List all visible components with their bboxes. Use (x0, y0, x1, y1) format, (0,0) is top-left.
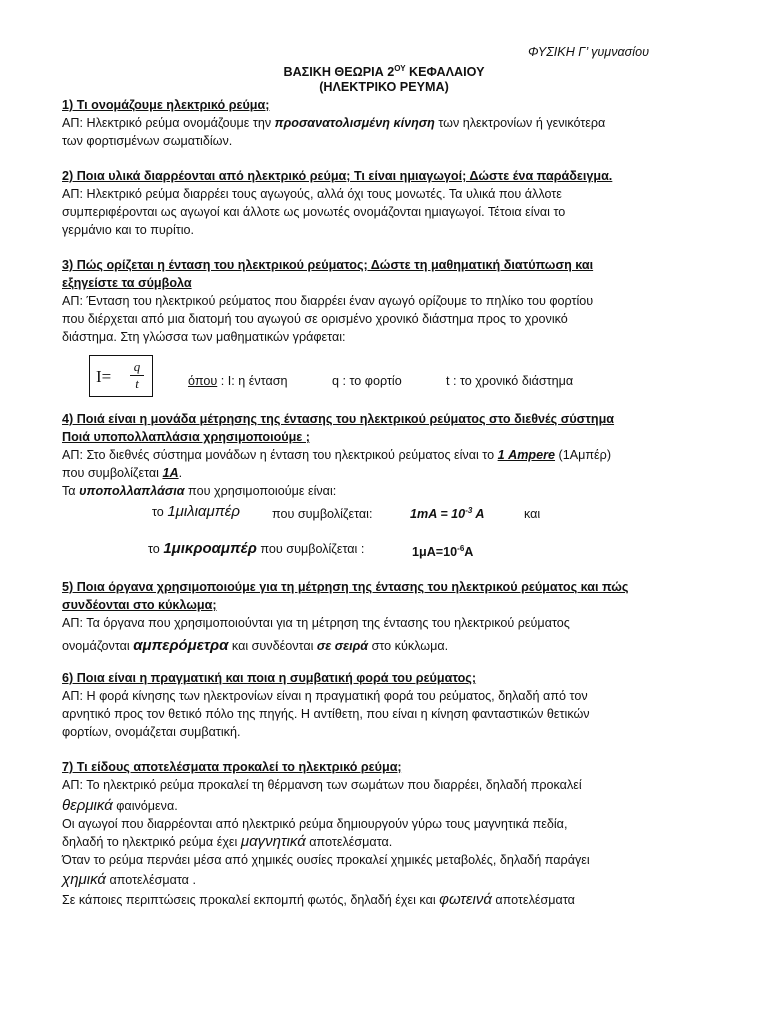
answer-3-line-2: που διέρχεται από μια διατομή του αγωγού σε ορισμένο χρονικό διάστημα προς το χρονικό (62, 312, 568, 326)
question-2-title: 2) Ποια υλικά διαρρέονται από ηλεκτρικό ρεύμα; Τι είναι ημιαγωγοί; Δώστε ένα παράδειγμα. (62, 169, 613, 183)
magnetic-emphasis: μαγνητικά (240, 833, 306, 850)
value: 1μA=10 (412, 545, 458, 560)
exponent: -3 (465, 506, 473, 515)
answer-text: Σε κάποιες περιπτώσεις προκαλεί εκπομπή φωτός, δηλαδή έχει και (62, 893, 440, 907)
luminous-emphasis: φωτεινά (439, 891, 492, 908)
answer-1-line-2: των φορτισμένων σωματιδίων. (62, 134, 233, 148)
unit: A (464, 545, 474, 560)
answer-2-line-1: ΑΠ: Ηλεκτρικό ρεύμα διαρρέει τους αγωγούς, αλλά όχι τους μονωτές. Τα υλικά που άλλοτε (62, 187, 562, 201)
and-text: και (524, 507, 541, 521)
question-7-title: 7) Τι είδους αποτελέσματα προκαλεί το ηλεκτρικό ρεύμα; (62, 760, 402, 774)
microampere-symbol-text: που συμβολίζεται : (256, 542, 365, 556)
chemical-emphasis: χημικά (62, 871, 106, 888)
microampere-name: 1μικροαμπέρ (163, 540, 257, 557)
answer-text: αποτελέσματα (491, 893, 575, 907)
value: 1mA = 10 (410, 507, 466, 522)
answer-text: . (178, 466, 183, 480)
answer-7-line-3: Οι αγωγοί που διαρρέονται από ηλεκτρικό ρεύμα δημιουργούν γύρω τους μαγνητικά πεδία, (62, 817, 568, 831)
answer-4-line-2 (62, 464, 712, 482)
answer-text: Τα (62, 484, 80, 498)
question-4 (62, 410, 712, 500)
milliampere-value (410, 502, 484, 523)
title-text-end: ΚΕΦΑΛΑΙΟΥ (405, 65, 485, 80)
question-5-title-line-1: 5) Ποια όργανα χρησιμοποιούμε για τη μέτρηση της έντασης του ηλεκτρικού ρεύματος και πώς (62, 580, 629, 594)
answer-text: και συνδέονται (228, 639, 317, 653)
answer-text: αποτελέσματα. (305, 835, 393, 849)
answer-7-line-4 (62, 833, 712, 851)
answer-emphasis: προσανατολισμένη κίνηση (274, 116, 435, 130)
answer-text: ΑΠ: Ηλεκτρικό ρεύμα ονομάζουμε την (62, 116, 275, 130)
answer-4-line-1 (62, 446, 712, 464)
question-7 (62, 758, 712, 909)
submultiples-emphasis: υποπολλαπλάσια (79, 484, 185, 498)
answer-6-line-3: φορτίων, ονομάζεται συμβατική. (62, 725, 241, 739)
question-3 (62, 256, 712, 346)
question-5 (62, 578, 712, 655)
subject-header: ΦΥΣΙΚΗ Γ’ γυμνασίου (528, 45, 650, 59)
question-3-title-line-1: 3) Πώς ορίζεται η ένταση του ηλεκτρικού ρεύματος; Δώστε τη μαθηματική διατύπωση και (62, 258, 594, 272)
question-1 (62, 96, 712, 150)
answer-text: των ηλεκτρονίων ή γενικότερα (434, 116, 606, 130)
question-2 (62, 167, 712, 239)
text: το (152, 505, 168, 519)
formula-numerator: q (133, 359, 141, 374)
question-5-title-line-2: συνδέονται στο κύκλωμα; (62, 598, 217, 612)
answer-7-line-5: Όταν το ρεύμα περνάει μέσα από χημικές ουσίες προκαλεί χημικές μεταβολές, δηλαδή παράγει (62, 853, 590, 867)
current-formula-box (89, 355, 153, 397)
answer-3-line-3: διάστημα. Στη γλώσσα των μαθηματικών γράφεται: (62, 330, 346, 344)
answer-7-line-1: ΑΠ: Το ηλεκτρικό ρεύμα προκαλεί τη θέρμανση των σωμάτων που διαρρέει, δηλαδή προκαλεί (62, 778, 582, 792)
page-subtitle: (ΗΛΕΚΤΡΙΚΟ ΡΕΥΜΑ) (319, 80, 449, 94)
answer-text: φαινόμενα. (112, 799, 178, 813)
answer-4-line-3 (62, 482, 712, 500)
ammeters-emphasis: αμπερόμετρα (133, 637, 229, 654)
unit-ampere: 1 Ampere (497, 448, 556, 462)
answer-6-line-2: αρνητικό προς τον θετικό πόλο της πηγής. Η αντίθετη, που είναι η κίνηση φανταστικών θετικών (62, 707, 590, 721)
unit-symbol: 1A (162, 466, 179, 480)
milliampere-name: 1μιλιαμπέρ (167, 503, 240, 520)
answer-text: που συμβολίζεται (62, 466, 163, 480)
where-label: όπου (188, 374, 218, 388)
answer-3-line-1: ΑΠ: Ένταση του ηλεκτρικού ρεύματος που διαρρέει έναν αγωγό ορίζουμε το πηλίκο του φορτίου (62, 294, 594, 308)
answer-text: στο κύκλωμα. (368, 639, 449, 653)
milliampere-label (152, 503, 240, 521)
thermal-emphasis: θερμικά (62, 797, 113, 814)
question-4-title-line-1: 4) Ποιά είναι η μονάδα μέτρησης της έντασης του ηλεκτρικού ρεύματος στο διεθνές σύστημα (62, 412, 615, 426)
title-superscript: ΟΥ (394, 64, 406, 73)
microampere-label (148, 540, 364, 558)
formula-legend-intensity (188, 372, 288, 390)
answer-2-line-2: συμπεριφέρονται ως αγωγοί και άλλοτε ως μονωτές ονομάζονται ημιαγωγοί. Τέτοια είναι το (62, 205, 566, 219)
answer-6-line-1: ΑΠ: Η φορά κίνησης των ηλεκτρονίων είναι η πραγματική φορά του ρεύματος, δηλαδή από τον (62, 689, 588, 703)
question-6-title: 6) Ποια είναι η πραγματική και ποια η συμβατική φορά του ρεύματος; (62, 671, 477, 685)
text: το (148, 542, 164, 556)
question-1-title: 1) Τι ονομάζουμε ηλεκτρικό ρεύμα; (62, 98, 270, 112)
answer-text: (1Αμπέρ) (555, 448, 612, 462)
answer-text: αποτελέσματα . (105, 873, 196, 887)
answer-2-line-3: γερμάνιο και το πυρίτιο. (62, 223, 195, 237)
formula-lhs: I= (96, 367, 112, 386)
answer-7-line-6 (62, 871, 712, 889)
microampere-value (412, 540, 473, 561)
question-4-title-line-2: Ποιά υποπολλαπλάσια χρησιμοποιούμε ; (62, 430, 310, 444)
answer-7-line-2 (62, 797, 712, 815)
answer-5-line-2 (62, 637, 712, 655)
formula-fraction (130, 360, 144, 391)
answer-text: ΑΠ: Στο διεθνές σύστημα μονάδων η ένταση του ηλεκτρικού ρεύματος είναι το (62, 448, 498, 462)
question-3-title-line-2: εξηγείστε τα σύμβολα (62, 276, 192, 290)
answer-1-line-1 (62, 114, 712, 132)
exponent: -6 (457, 544, 465, 553)
answer-text: ονομάζονται (62, 639, 134, 653)
milliampere-symbol-text: που συμβολίζεται: (272, 507, 373, 521)
question-6 (62, 669, 712, 741)
formula-denominator: t (135, 376, 139, 391)
answer-7-line-7 (62, 891, 712, 909)
title-text: ΒΑΣΙΚΗ ΘΕΩΡΙΑ 2 (283, 65, 395, 80)
series-emphasis: σε σειρά (316, 639, 369, 653)
answer-text: δηλαδή το ηλεκτρικό ρεύμα έχει (62, 835, 241, 849)
answer-text: που χρησιμοποιούμε είναι: (184, 484, 337, 498)
answer-5-line-1: ΑΠ: Τα όργανα που χρησιμοποιούνται για τη μέτρηση της έντασης του ηλεκτρικού ρεύματος (62, 616, 570, 630)
formula-legend-time: t : το χρονικό διάστημα (446, 374, 574, 388)
unit: A (472, 507, 485, 522)
formula-legend-charge: q : το φορτίο (332, 374, 402, 388)
legend-intensity: : Ι: η ένταση (217, 374, 288, 388)
